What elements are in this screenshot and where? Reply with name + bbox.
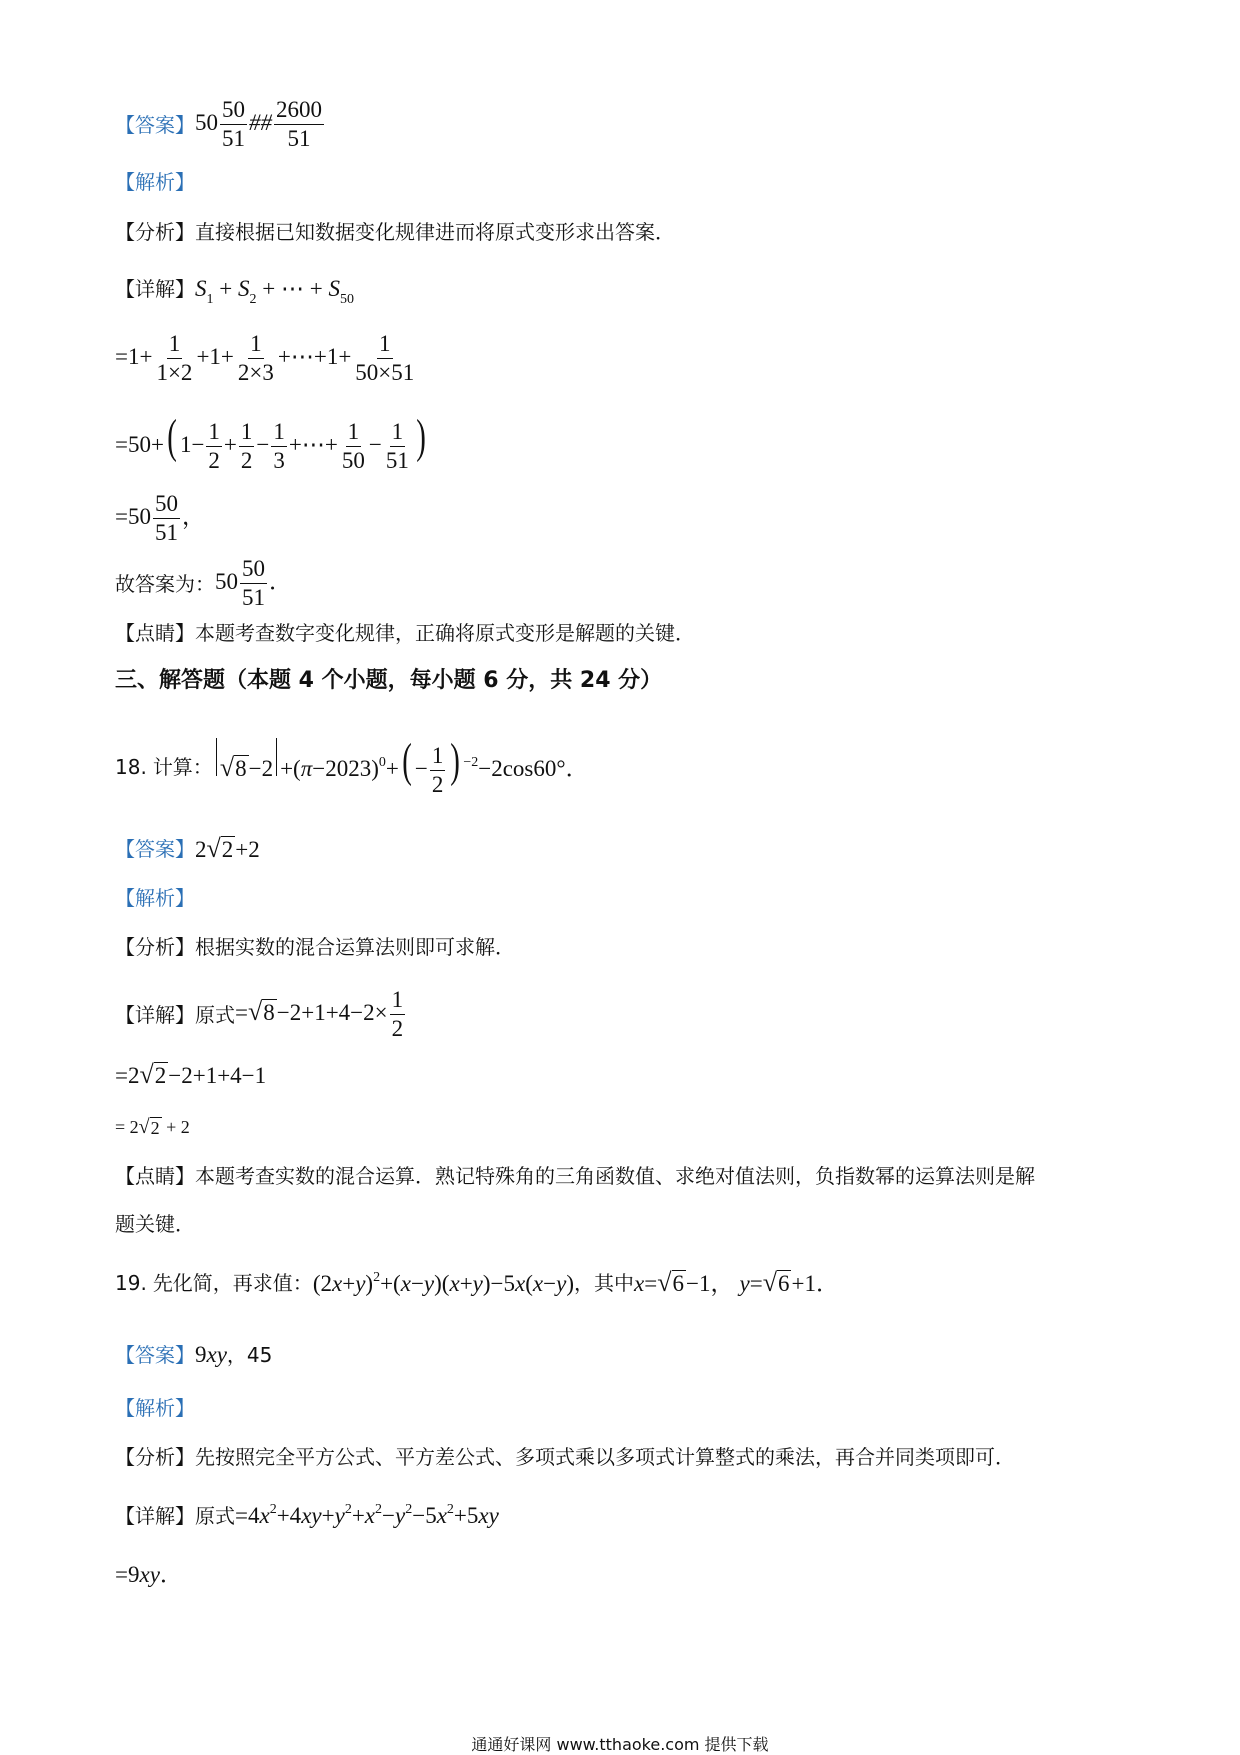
q18-dianjing-line-2 bbox=[115, 1214, 195, 1234]
q19-analysis-line bbox=[115, 1398, 195, 1418]
q17-answer-line bbox=[115, 98, 326, 151]
dianjing-label: 【点睛】 bbox=[115, 621, 195, 645]
frac-den: 51 bbox=[222, 126, 245, 152]
section-heading: 三、解答题（本题 4 个小题，每小题 6 分，共 24 分） bbox=[115, 668, 663, 693]
q18-yuanshi: 原式 bbox=[195, 1002, 235, 1027]
q19-fenxi-text: 先按照完全平方公式、平方差公式、多项式乘以多项式计算整式的乘法，再合并同类项即可． bbox=[195, 1445, 1015, 1469]
q18-answer: 2 √ 2 +2 bbox=[195, 834, 260, 863]
xiangjie-label: 【详解】 bbox=[115, 1002, 195, 1027]
q17-answer-alt-fraction bbox=[274, 98, 324, 151]
frac-num: 2600 bbox=[274, 98, 324, 125]
q19-number: 19. bbox=[115, 1271, 147, 1295]
q19-answer: 9xy bbox=[195, 1342, 227, 1367]
q18-step-2: = 2 √ 2 + 2 bbox=[115, 1116, 190, 1138]
frac-den: 51 bbox=[287, 126, 311, 152]
dianjing-label: 【点睛】 bbox=[115, 1164, 195, 1188]
fenxi-label: 【分析】 bbox=[115, 1445, 195, 1469]
q17-answer-separator: ## bbox=[249, 109, 272, 135]
page-footer: 通通好课网 www.tthaoke.com 提供下载 bbox=[471, 1735, 769, 1754]
q17-step-2: =50+( 1− $\frac{1}{2}$ + $\frac{1}{2}$ − $\frac{1}{3}$ +⋯+ $\frac{1}{50}$ − $\frac{1}{51}$ ) bbox=[115, 410, 426, 474]
q17-dianjing-line bbox=[115, 623, 695, 643]
q19-detail-line: 【详解】 原式 $=4x^2+4xy+y^2+x^2-y^2-5x^2+5xy$ bbox=[115, 1502, 499, 1528]
answer-label: 【答案】 bbox=[115, 112, 195, 137]
q18-question-line bbox=[115, 734, 589, 798]
section-heading-line bbox=[115, 670, 662, 692]
analysis-label: 【解析】 bbox=[115, 886, 195, 910]
q19-yuanshi: 原式 bbox=[195, 1503, 235, 1528]
q17-answer bbox=[195, 98, 326, 151]
q18-analysis-line bbox=[115, 888, 195, 908]
q17-answer-fraction bbox=[220, 98, 247, 151]
q17-fenxi-line bbox=[115, 222, 675, 242]
q18-expression: √ 8 $-2 +(\pi-2023)^0+$( − $\frac{1}{2}$ ) $^{-2}$−2cos60°． bbox=[213, 737, 589, 797]
q17-dianjing-text: 本题考查数字变化规律，正确将原式变形是解题的关键． bbox=[195, 621, 695, 645]
q19-expression: $(2x+y)^2+(x-y)(x+y)-5x(x-y)$ bbox=[312, 1269, 575, 1296]
q18-dianjing-line bbox=[115, 1166, 1035, 1186]
q18-detail-line: 【详解】 原式 = √ 8 −2+1+4−2× $\frac{1}{2}$ bbox=[115, 987, 404, 1042]
analysis-label: 【解析】 bbox=[115, 1396, 195, 1420]
q18-prompt: 计算： bbox=[152, 755, 213, 780]
q19-fenxi-line bbox=[115, 1447, 1015, 1467]
fenxi-label: 【分析】 bbox=[115, 220, 195, 244]
q19-answer-line bbox=[115, 1343, 272, 1366]
analysis-label: 【解析】 bbox=[115, 170, 195, 194]
q18-fenxi-text: 根据实数的混合运算法则即可求解． bbox=[195, 935, 515, 959]
q19-values: x= √ 6 −1， y= √ 6 +1． bbox=[634, 1268, 839, 1297]
q19-step-1: =9xy． bbox=[115, 1562, 183, 1587]
frac-num: 50 bbox=[220, 98, 247, 125]
xiangjie-label: 【详解】 bbox=[115, 1503, 195, 1528]
q18-step-1: =2 √ 2 −2+1+4−1 bbox=[115, 1060, 267, 1089]
q18-dianjing-text-1: 本题考查实数的混合运算．熟记特殊角的三角函数值、求绝对值法则，负指数幂的运算法则是解 bbox=[195, 1164, 1035, 1188]
q18-number: 18. bbox=[115, 755, 147, 780]
q18-dianjing-text-2: 题关键． bbox=[115, 1212, 195, 1236]
q17-step-1: =1+ $\frac{1}{1\times 2}$ +1+ $\frac{1}{2\times 3}$ +⋯+1+ $\frac{1}{50\times 51}$ bbox=[115, 331, 415, 386]
q17-answer-whole: 50 bbox=[195, 109, 218, 135]
q19-question-line bbox=[115, 1270, 839, 1296]
q17-analysis-line bbox=[115, 172, 195, 192]
q17-conclusion-prefix: 故答案为： bbox=[115, 571, 215, 596]
xiangjie-label: 【详解】 bbox=[115, 276, 195, 301]
q17-step-3: =50 $\frac{50}{51}$ ， bbox=[115, 491, 205, 546]
answer-label: 【答案】 bbox=[115, 837, 195, 861]
q18-fenxi-line bbox=[115, 937, 515, 957]
q17-detail-expression: $S_1 + S_2$ + ⋯ + $S_{50}$ bbox=[195, 276, 354, 307]
answer-label: 【答案】 bbox=[115, 1342, 195, 1367]
q17-fenxi-text: 直接根据已知数据变化规律进而将原式变形求出答案． bbox=[195, 220, 675, 244]
q18-answer-line bbox=[115, 836, 260, 862]
q19-where: ，其中 bbox=[574, 1271, 635, 1295]
q19-answer-rest: ，45 bbox=[226, 1342, 273, 1367]
q19-prompt: 先化简，再求值： bbox=[152, 1271, 313, 1295]
q17-detail-line bbox=[115, 276, 354, 307]
q17-conclusion-line: 故答案为： 50 $\frac{50}{51}$ ． bbox=[115, 556, 292, 611]
fenxi-label: 【分析】 bbox=[115, 935, 195, 959]
